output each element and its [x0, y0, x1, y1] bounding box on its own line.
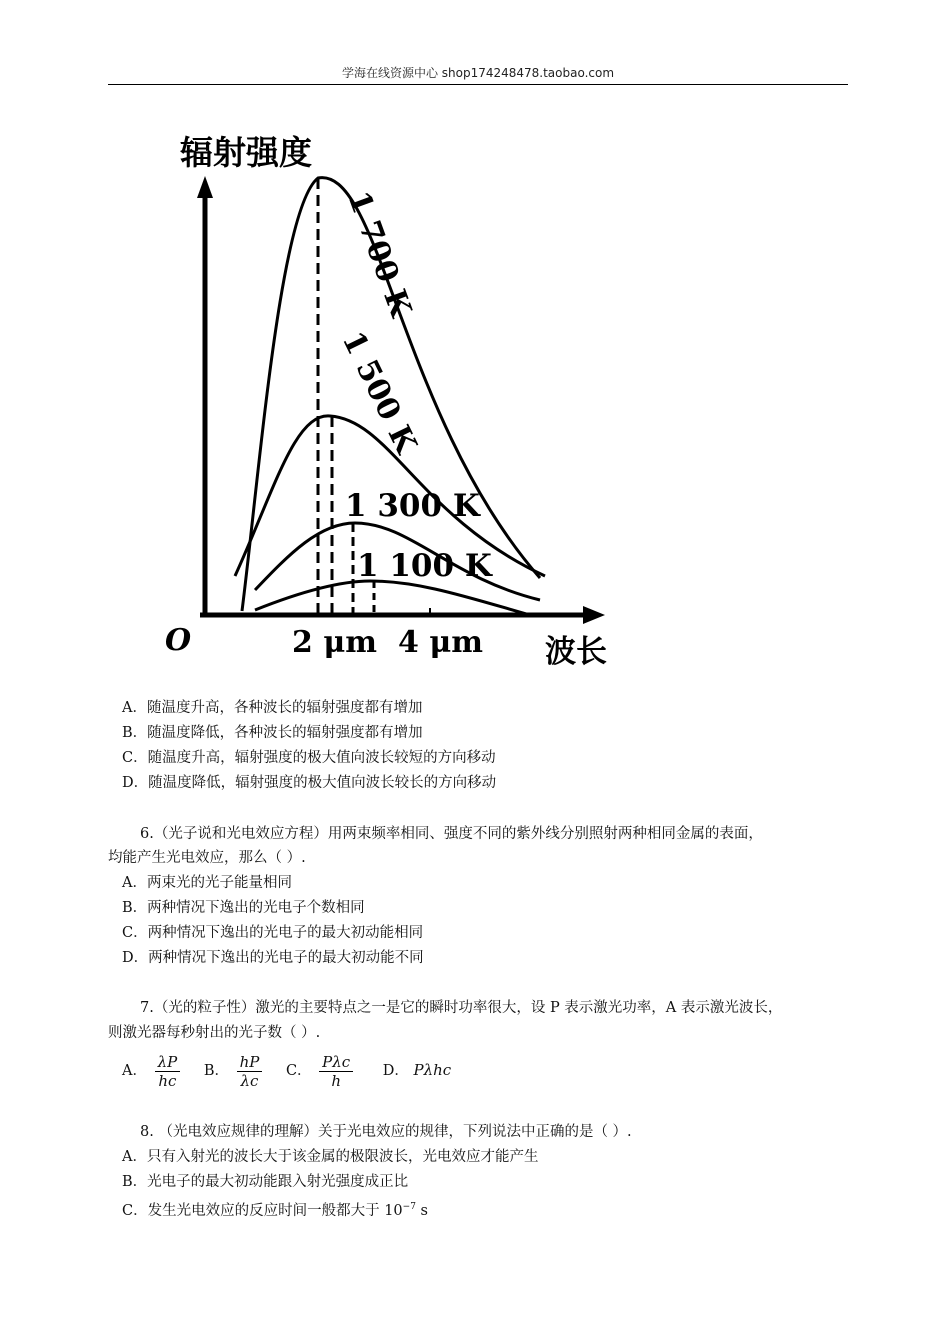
header-rule — [108, 84, 848, 85]
q5-option-c: C．随温度升高，辐射强度的极大值向波长较短的方向移动 — [122, 750, 496, 766]
q6-stem-line2: 均能产生光电效应，那么（ ）. — [108, 850, 306, 866]
q7-option-b-label: B． — [203, 1063, 229, 1079]
label-1500k: 1 500 K — [334, 326, 424, 459]
q5-option-d: D．随温度降低，辐射强度的极大值向波长较长的方向移动 — [122, 775, 497, 791]
q6-option-a: A．两束光的光子能量相同 — [122, 875, 292, 891]
q6-stem-line1: 6.（光子说和光电效应方程）用两束频率相同、强度不同的紫外线分别照射两种相同金属的表面， — [140, 826, 763, 842]
y-axis-arrow — [197, 176, 213, 198]
q8-option-c-unit: s — [415, 1202, 428, 1219]
label-1100k: 1 100 K — [357, 548, 492, 584]
q6-option-c: C．两种情况下逸出的光电子的最大初动能相同 — [122, 925, 424, 941]
q7-options — [122, 1048, 451, 1093]
q7-a-numerator: λP — [155, 1053, 181, 1072]
q7-option-d-expression: Pλhc — [413, 1061, 452, 1079]
q7-option-c-label: C． — [285, 1063, 312, 1079]
q6-option-b: B．两种情况下逸出的光电子个数相同 — [122, 900, 365, 916]
q8-stem: 8. （光电效应规律的理解）关于光电效应的规律，下列说法中正确的是（ ）. — [140, 1124, 632, 1140]
q7-c-numerator: Pλc — [319, 1053, 353, 1072]
q7-stem-line2: 则激光器每秒射出的光子数（ ）. — [108, 1025, 321, 1041]
q8-option-b: B．光电子的最大初动能跟入射光强度成正比 — [122, 1174, 409, 1190]
x-axis-label: 波长 — [545, 634, 607, 670]
q7-option-d-label: D． — [382, 1063, 409, 1079]
q5-option-b: B．随温度降低，各种波长的辐射强度都有增加 — [122, 725, 423, 741]
y-axis-label: 辐射强度 — [180, 133, 312, 172]
page-header: 学海在线资源中心 shop174248478.taobao.com — [341, 66, 615, 80]
tick-label-2um: 2 μm — [292, 625, 378, 660]
q8-option-c-exponent: −7 — [402, 1202, 416, 1212]
q8-option-c-text: C．发生光电效应的反应时间一般都大于 10 — [122, 1202, 403, 1219]
q8-option-a: A．只有入射光的波长大于该金属的极限波长，光电效应才能产生 — [122, 1149, 539, 1165]
q7-option-a-label: A． — [122, 1063, 147, 1079]
q7-c-denominator: h — [331, 1071, 342, 1090]
q7-stem-line1: 7.（光的粒子性）激光的主要特点之一是它的瞬时功率很大，设 P 表示激光功率，A 表示激光波长， — [140, 1000, 783, 1016]
radiation-figure — [160, 118, 630, 678]
q5-option-a: A．随温度升高，各种波长的辐射强度都有增加 — [122, 700, 423, 716]
q7-option-a-fraction — [155, 1053, 181, 1090]
q7-b-numerator: hP — [237, 1053, 263, 1072]
curve-1100k — [255, 581, 530, 615]
q7-b-denominator: λc — [240, 1071, 259, 1090]
q7-option-b-fraction — [237, 1053, 263, 1090]
origin-label: O — [165, 623, 192, 658]
label-1300k: 1 300 K — [345, 488, 480, 524]
q7-a-denominator: hc — [158, 1071, 177, 1090]
label-1700k: 1 700 K — [340, 186, 418, 322]
x-axis-arrow — [583, 606, 605, 624]
q7-option-c-fraction — [319, 1053, 353, 1090]
tick-label-4um: 4 μm — [398, 625, 484, 660]
q6-option-d: D．两种情况下逸出的光电子的最大初动能不同 — [122, 950, 424, 966]
q8-option-c — [122, 1197, 428, 1221]
